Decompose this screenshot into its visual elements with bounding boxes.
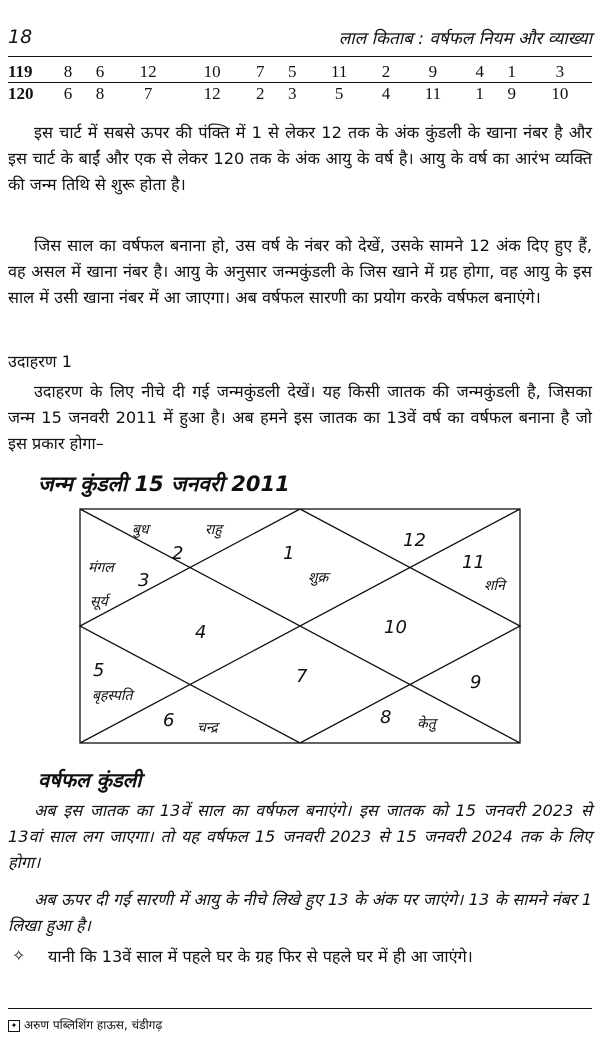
house-cell: 1 [475, 84, 485, 103]
house-number-2: 2 [172, 543, 184, 564]
age-cell: 119 [8, 61, 52, 83]
house-number-9: 9 [470, 672, 482, 693]
age-cell: 120 [8, 84, 34, 103]
house-number-4: 4 [195, 622, 207, 643]
planet-label-ketu: केतु [417, 716, 436, 732]
house-number-5: 5 [93, 660, 105, 681]
house-cell: 6 [63, 84, 73, 103]
house-number-11: 11 [462, 552, 485, 573]
house-number-1: 1 [283, 543, 295, 564]
house-number-6: 6 [163, 710, 175, 731]
house-cell: 9 [402, 61, 464, 83]
house-cell: 5 [276, 61, 308, 83]
house-cell: 2 [255, 84, 265, 103]
planet-label-surya: सूर्य [90, 594, 108, 610]
kundli-title: जन्म कुंडली 15 जनवरी 2011 [38, 472, 290, 496]
house-cell: 8 [52, 61, 84, 83]
planet-label-mangal: मंगल [88, 560, 114, 576]
page-number: 18 [8, 26, 33, 48]
house-number-3: 3 [138, 570, 150, 591]
publisher-name: अरुण पब्लिशिंग हाऊस, चंडीगढ़ [24, 1018, 163, 1032]
house-cell: 11 [424, 84, 442, 103]
house-cell: 8 [95, 84, 105, 103]
publisher-logo-icon: ✦ [8, 1020, 20, 1032]
planet-label-budh: बुध [132, 522, 149, 538]
house-cell: 2 [370, 61, 402, 83]
house-cell: 3 [288, 84, 297, 103]
footer-rule [8, 1008, 592, 1009]
example-heading: उदाहरण 1 [8, 352, 73, 371]
house-number-10: 10 [384, 617, 407, 638]
paragraph-varshphal-intro: अब इस जातक का 13वें साल का वर्षफल बनाएंगे। इस जातक को 15 जनवरी 2023 से 13वां साल लग जाएगा। तो यह वर्षफल 15 जनवरी 2023 से 15 जनवरी 2024 तक के लिए होगा। [8, 801, 592, 872]
planet-label-shani: शनि [484, 578, 505, 594]
house-cell: 4 [464, 61, 496, 83]
house-number-12: 12 [403, 530, 426, 551]
varshphal-heading: वर्षफल कुंडली [38, 768, 142, 792]
paragraph-usage: जिस साल का वर्षफल बनाना हो, उस वर्ष के नंबर को देखें, उसके सामने 12 अंक दिए हुए हैं, वह असल में खाना नंबर है। आयु के अनुसार जन्मकुंडली के जिस खाने में ग्रह होगा, वह आयु के इस साल में उसी खाना नंबर में आ जाएगा। अब वर्षफल सारणी का प्रयोग करके वर्षफल बनाएंगे। [8, 236, 592, 307]
paragraph-chart-explanation: इस चार्ट में सबसे ऊपर की पंक्ति में 1 से लेकर 12 तक के अंक कुंडली के खाना नंबर है और इस चार्ट के बाईं और एक से लेकर 120 तक के अंक आयु के वर्ष है। आयु के वर्ष का आरंभ व्यक्ति की जन्म तिथि से शुरू होता है। [8, 123, 592, 194]
bullet-text: यानी कि 13वें साल में पहले घर के ग्रह फिर से पहले घर में ही आ जाएंगे। [48, 947, 473, 966]
house-cell: 9 [507, 84, 517, 103]
planet-label-chandra: चन्द्र [197, 720, 218, 736]
house-number-8: 8 [380, 707, 392, 728]
planet-label-brihaspati: बृहस्पति [92, 688, 133, 704]
planet-label-rahu: राहु [205, 522, 222, 538]
house-cell: 10 [180, 61, 244, 83]
house-cell: 7 [244, 61, 276, 83]
house-cell: 3 [528, 61, 592, 83]
footer [8, 1016, 162, 1033]
house-cell: 1 [496, 61, 528, 83]
house-cell: 12 [116, 61, 180, 83]
house-cell: 6 [84, 61, 116, 83]
house-number-7: 7 [296, 666, 308, 687]
house-cell: 10 [551, 84, 569, 103]
house-cell: 5 [334, 84, 344, 103]
paragraph-example: उदाहरण के लिए नीचे दी गई जन्मकुंडली देखें। यह किसी जातक की जन्मकुंडली है, जिसका जन्म 15 जनवरी 2011 में हुआ है। अब हमने इस जातक का 13वें वर्ष का वर्षफल बनाना है जो इस प्रकार होगा– [8, 382, 592, 453]
house-cell: 4 [381, 84, 391, 103]
bullet-icon: ✧ [12, 946, 26, 965]
running-title: लाल किताब : वर्षफल नियम और व्याख्या [338, 29, 592, 49]
house-cell: 12 [203, 84, 221, 103]
planet-label-shukra: शुक्र [308, 570, 329, 586]
house-cell: 11 [308, 61, 370, 83]
paragraph-varshphal-table: अब ऊपर दी गई सारणी में आयु के नीचे लिखे हुए 13 के अंक पर जाएंगे। 13 के सामने नंबर 1 लिखा हुआ है। [8, 890, 592, 935]
house-cell: 7 [143, 84, 153, 103]
